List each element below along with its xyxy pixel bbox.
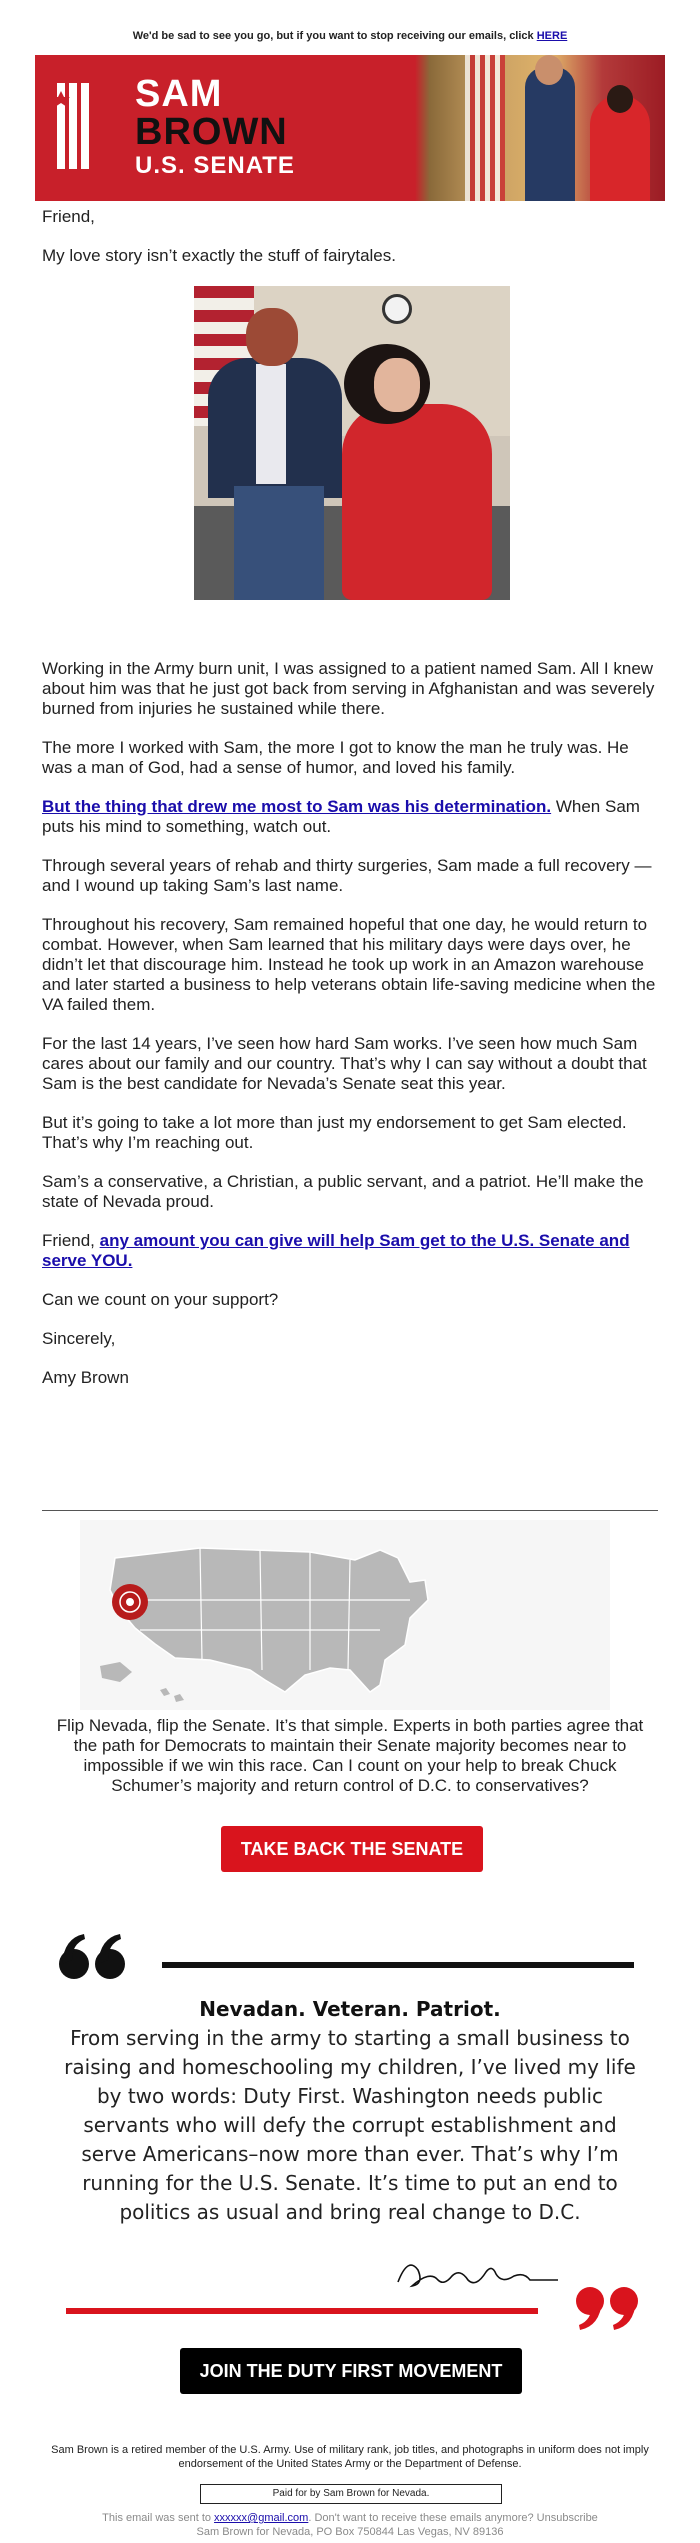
unsubscribe-link[interactable]: HERE	[536, 30, 568, 42]
join-duty-first-button[interactable]: JOIN THE DUTY FIRST MOVEMENT	[180, 2348, 522, 2394]
unsubscribe-text: We'd be sad to see you go, but if you want to stop receiving our emails, click	[132, 30, 534, 42]
letter-paragraph: Sam’s a conservative, a Christian, a public servant, and a patriot. He’ll make the state of Nevada proud.	[42, 1172, 644, 1211]
banner-woman-head	[607, 85, 633, 113]
banner-flag	[465, 55, 505, 201]
letter-paragraph: Throughout his recovery, Sam remained hopeful that one day, he would return to combat. However, when Sam learned that his military days were days over, he didn’t let that discourage him. Instead he took up work in an Amazon warehouse and later started a business to help veterans obtain life-saving medicine when the VA failed them.	[42, 915, 656, 1014]
donate-link[interactable]: any amount you can give will help Sam get to the U.S. Senate and serve YOU.	[42, 1231, 630, 1270]
photo-man-shirt	[256, 364, 286, 484]
quote-title: Nevadan. Veteran. Patriot.	[199, 1997, 501, 2021]
photo-man-head	[246, 308, 298, 366]
photo-woman-dress	[342, 404, 492, 600]
paid-for-box: Paid for by Sam Brown for Nevada.	[200, 2484, 502, 2504]
close-quote-icon	[574, 2286, 640, 2334]
letter-signature-name: Amy Brown	[42, 1368, 129, 1387]
flip-senate-text: Flip Nevada, flip the Senate. It’s that simple. Experts in both parties agree that the path for Democrats to maintain their Senate majority becomes near to impossible if we win this race. Can I count on your help to break Chuck Schumer’s majority and return control of D.C. to conservatives?	[56, 1716, 644, 1795]
quote-bottom-rule	[66, 2308, 538, 2314]
unsubscribe-notice	[0, 0, 700, 55]
mailing-address: Sam Brown for Nevada, PO Box 750844 Las Vegas, NV 89136	[196, 2526, 504, 2538]
quote-top-rule	[162, 1962, 634, 1968]
us-map-nevada-highlight	[80, 1520, 610, 1710]
determination-link[interactable]: But the thing that drew me most to Sam was his determination.	[42, 797, 552, 816]
letter-paragraph: Through several years of rehab and thirty surgeries, Sam made a full recovery — and I wound up taking Sam’s last name.	[42, 856, 652, 895]
logo-first-name: SAM	[135, 73, 223, 115]
letter-text: When Sam puts his mind to something, watch out.	[42, 797, 640, 836]
military-disclaimer: Sam Brown is a retired member of the U.S. Army. Use of military rank, job titles, and photographs in uniform does not imply endorsement of the United States Army or the Department of Defense.	[51, 2444, 649, 2470]
clock-icon	[382, 294, 412, 324]
recipient-email-link[interactable]: xxxxxx@gmail.com	[214, 2512, 309, 2524]
letter-paragraph	[42, 797, 658, 837]
letter-paragraph: My love story isn’t exactly the stuff of fairytales.	[42, 246, 396, 265]
quote-body: From serving in the army to starting a small business to raising and homeschooling my children, I’ve lived my life by two words: Duty First. Washington needs public servants who will defy the corrupt establishment and serve Americans–now more than ever. That’s why I’m running for the U.S. Senate. It’s time to put an end to politics as usual and bring real change to D.C.	[64, 2026, 636, 2224]
logo-office: U.S. SENATE	[135, 152, 295, 179]
letter-paragraph: But it’s going to take a lot more than just my endorsement to get Sam elected. That’s why I’m reaching out.	[42, 1113, 627, 1152]
couple-photo	[194, 286, 510, 600]
take-back-senate-button[interactable]: TAKE BACK THE SENATE	[221, 1826, 483, 1872]
campaign-logo-icon	[57, 83, 93, 169]
open-quote-icon	[58, 1930, 128, 1980]
unsubscribe-footer-text[interactable]: . Don't want to receive these emails anymore? Unsubscribe	[308, 2512, 598, 2524]
letter-text: Friend,	[42, 1231, 100, 1250]
banner-man-head	[535, 55, 563, 85]
letter-signoff: Sincerely,	[42, 1329, 116, 1348]
logo-last-name: BROWN	[135, 111, 288, 153]
photo-man-jeans	[234, 486, 324, 600]
letter-paragraph: The more I worked with Sam, the more I got to know the man he truly was. He was a man of God, had a sense of humor, and loved his family.	[42, 738, 629, 777]
letter-paragraph	[42, 1231, 658, 1271]
banner-man-figure	[525, 67, 575, 201]
photo-woman-face	[374, 358, 420, 412]
letter-paragraph: For the last 14 years, I’ve seen how hard Sam works. I’ve seen how much Sam cares about our family and our country. That’s why I can say without a doubt that Sam is the best candidate for Nevada’s Senate seat this year.	[42, 1034, 647, 1093]
header-banner	[35, 55, 665, 201]
letter-greeting: Friend,	[42, 207, 95, 226]
section-divider	[42, 1510, 658, 1511]
letter-paragraph: Can we count on your support?	[42, 1290, 279, 1309]
sent-to-prefix: This email was sent to	[102, 2512, 215, 2524]
sam-brown-signature	[390, 2250, 560, 2300]
letter-paragraph: Working in the Army burn unit, I was assigned to a patient named Sam. All I knew about him was that he just got back from serving in Afghanistan and was severely burned from injuries he sustained while there.	[42, 659, 655, 718]
email-footer	[42, 2511, 658, 2539]
